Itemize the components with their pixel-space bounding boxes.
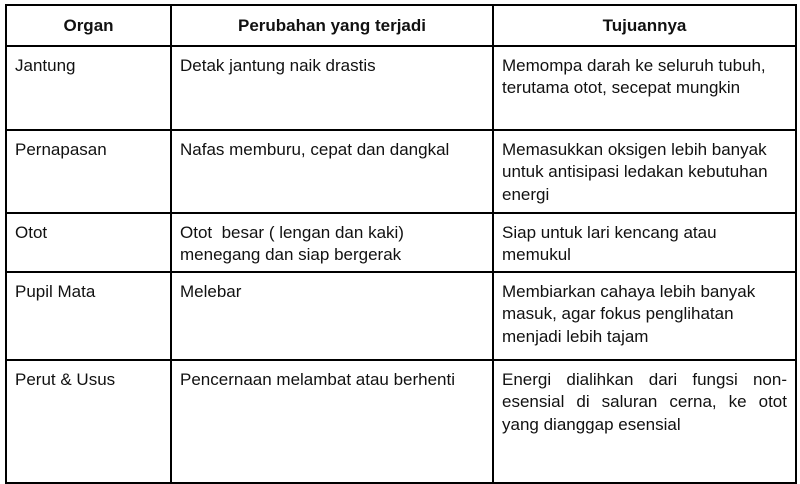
cell-tujuan: Memasukkan oksigen lebih banyak untuk antisipasi ledakan kebutuhan energi: [493, 130, 796, 213]
cell-perubahan: Otot besar ( lengan dan kaki) menegang dan siap bergerak: [171, 213, 493, 272]
header-row: [6, 5, 796, 46]
table-row: [6, 272, 796, 360]
organ-change-table: [5, 4, 797, 484]
table-row: [6, 360, 796, 483]
cell-tujuan: Memompa darah ke seluruh tubuh, terutama otot, secepat mungkin: [493, 46, 796, 130]
table-row: [6, 46, 796, 130]
cell-organ: Pupil Mata: [6, 272, 171, 360]
cell-organ: Pernapasan: [6, 130, 171, 213]
table-row: [6, 130, 796, 213]
cell-tujuan: Membiarkan cahaya lebih banyak masuk, agar fokus penglihatan menjadi lebih tajam: [493, 272, 796, 360]
cell-perubahan: Melebar: [171, 272, 493, 360]
cell-tujuan: Siap untuk lari kencang atau memukul: [493, 213, 796, 272]
table-header: [6, 5, 796, 46]
cell-perubahan: Nafas memburu, cepat dan dangkal: [171, 130, 493, 213]
cell-organ: Otot: [6, 213, 171, 272]
cell-tujuan: Energi dialihkan dari fungsi non-esensial di saluran cerna, ke otot yang dianggap esensial: [493, 360, 796, 483]
cell-organ: Jantung: [6, 46, 171, 130]
cell-perubahan: Detak jantung naik drastis: [171, 46, 493, 130]
col-header-tujuan: Tujuannya: [493, 5, 796, 46]
cell-organ: Perut & Usus: [6, 360, 171, 483]
cell-perubahan: Pencernaan melambat atau berhenti: [171, 360, 493, 483]
col-header-perubahan: Perubahan yang terjadi: [171, 5, 493, 46]
col-header-organ: Organ: [6, 5, 171, 46]
table-row: [6, 213, 796, 272]
table-body: [6, 46, 796, 483]
